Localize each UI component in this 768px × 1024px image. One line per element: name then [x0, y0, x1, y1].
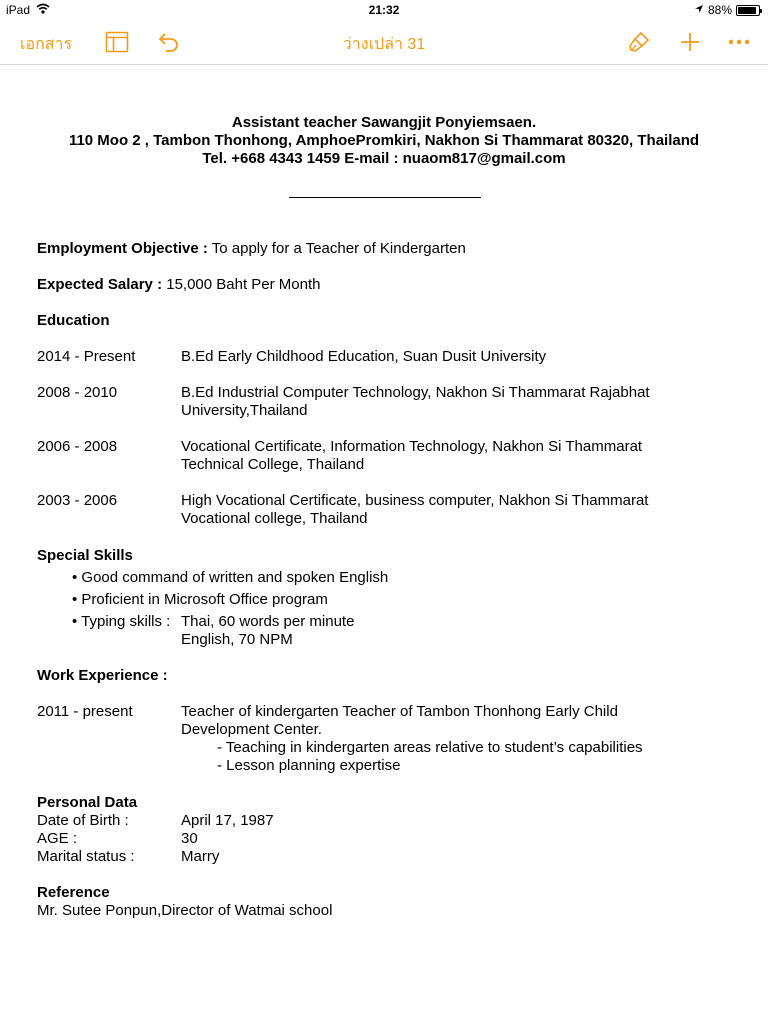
resume-address: 110 Moo 2 , Tambon Thonhong, AmphoePromkiri, Nakhon Si Thammarat 80320, Thailand: [68, 132, 700, 149]
status-time: 21:32: [368, 3, 400, 17]
status-right: [694, 3, 760, 17]
education-detail: Vocational college, Thailand: [181, 510, 368, 527]
resume-contact: Tel. +668 4343 1459 E-mail : nuaom817@gmail.com: [202, 150, 566, 167]
battery-percent: 88%: [707, 3, 732, 17]
device-name: iPad: [6, 3, 31, 17]
work-heading: Work Experience :: [37, 667, 168, 684]
document-canvas[interactable]: [0, 66, 768, 1024]
reference-heading: Reference: [37, 884, 110, 901]
personal-value: 30: [181, 830, 198, 847]
reference-value: Mr. Sutee Ponpun,Director of Watmai school: [37, 902, 333, 919]
typing-speed: English, 70 NPM: [181, 631, 293, 648]
work-duty: - Lesson planning expertise: [217, 757, 401, 774]
document-title[interactable]: ว่างเปล่า 31: [342, 36, 426, 53]
personal-value: Marry: [181, 848, 220, 865]
header-divider: [289, 197, 481, 198]
salary-line: [37, 276, 321, 294]
paintbrush-icon[interactable]: [626, 30, 652, 54]
work-detail: Development Center.: [181, 721, 322, 738]
resume-name: Assistant teacher Sawangjit Ponyiemsaen.: [231, 114, 537, 131]
skill-item: • Good command of written and spoken English: [72, 569, 389, 586]
education-period: 2014 - Present: [37, 348, 136, 365]
salary-label: Expected Salary :: [37, 276, 163, 293]
work-detail: Teacher of kindergarten Teacher of Tambon Thonhong Early Child: [181, 703, 618, 720]
skill-item: • Typing skills :: [72, 613, 171, 630]
personal-label: Marital status :: [37, 848, 135, 865]
documents-button[interactable]: เอกสาร: [20, 36, 73, 53]
work-duty: - Teaching in kindergarten areas relative to student’s capabilities: [217, 739, 643, 756]
salary-value: 15,000 Baht Per Month: [162, 276, 321, 293]
battery-icon: [736, 5, 760, 16]
education-detail: University,Thailand: [181, 402, 308, 419]
sidebar-view-icon[interactable]: [104, 30, 130, 54]
location-arrow-icon: [694, 3, 704, 17]
education-period: 2006 - 2008: [37, 438, 118, 455]
personal-value: April 17, 1987: [181, 812, 274, 829]
education-detail: Vocational Certificate, Information Technology, Nakhon Si Thammarat: [181, 438, 643, 455]
education-heading: Education: [37, 312, 110, 329]
education-detail: High Vocational Certificate, business computer, Nakhon Si Thammarat: [181, 492, 649, 509]
objective-label: Employment Objective :: [37, 240, 208, 257]
more-icon[interactable]: [726, 30, 752, 54]
typing-speed: Thai, 60 words per minute: [181, 613, 355, 630]
personal-heading: Personal Data: [37, 794, 138, 811]
skills-heading: Special Skills: [37, 547, 133, 564]
document-toolbar: [0, 20, 768, 65]
objective-line: [37, 240, 466, 258]
education-detail: B.Ed Industrial Computer Technology, Nakhon Si Thammarat Rajabhat: [181, 384, 650, 401]
work-period: 2011 - present: [37, 703, 133, 720]
add-icon[interactable]: [677, 30, 703, 54]
education-detail: Technical College, Thailand: [181, 456, 365, 473]
personal-label: AGE :: [37, 830, 78, 847]
battery-fill: [738, 7, 756, 14]
status-bar: [0, 0, 768, 20]
education-detail: B.Ed Early Childhood Education, Suan Dusit University: [181, 348, 547, 365]
objective-value: To apply for a Teacher of Kindergarten: [207, 240, 466, 257]
skill-item: • Proficient in Microsoft Office program: [72, 591, 328, 608]
education-period: 2003 - 2006: [37, 492, 118, 509]
undo-icon[interactable]: [155, 30, 181, 54]
personal-label: Date of Birth :: [37, 812, 129, 829]
education-period: 2008 - 2010: [37, 384, 118, 401]
